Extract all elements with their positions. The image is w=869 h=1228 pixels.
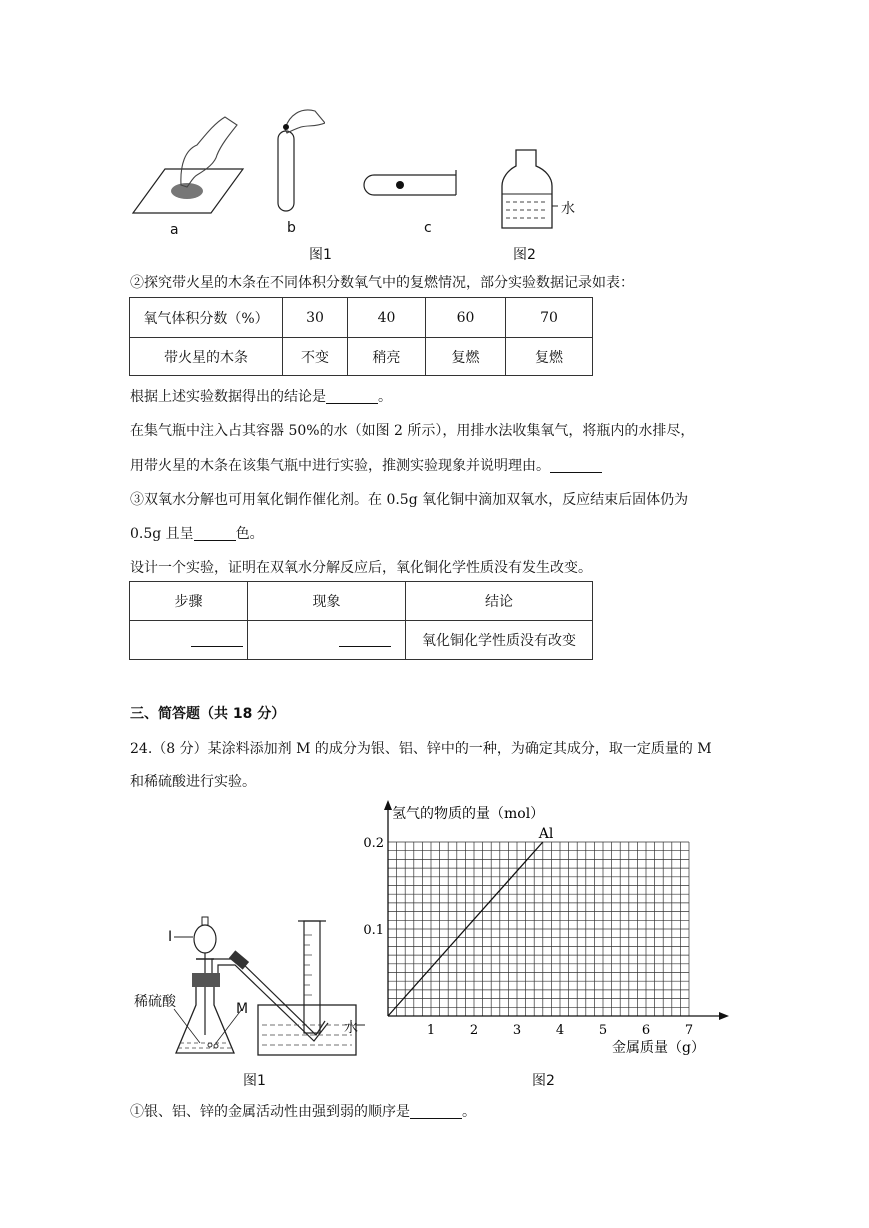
x-tick-label: 5: [598, 1023, 608, 1038]
hand-a: [181, 117, 237, 187]
graduated-cylinder: [304, 921, 320, 1033]
q2-para2: 用带火星的木条在该集气瓶中进行实验，推测实验现象并说明理由。: [130, 458, 550, 474]
x-tick-label: 4: [555, 1023, 565, 1038]
experiment-header-phenomenon: 现象: [248, 582, 406, 621]
hand-b: [285, 110, 325, 133]
y-axis-arrow: [384, 800, 392, 810]
label-water-trough: 水: [344, 1020, 358, 1036]
label-metal-M: M: [236, 1001, 249, 1017]
x-tick-label: 6: [641, 1023, 651, 1038]
x-tick-label: 2: [469, 1023, 479, 1038]
chart-y-ticks: [363, 836, 384, 938]
q2-para2-blank[interactable]: [550, 458, 602, 473]
q2-conclusion-line: [130, 386, 392, 406]
y-tick-label: 0.1: [363, 923, 384, 938]
chart-x-ticks: [427, 1023, 693, 1038]
apparatus-caption: 图1: [243, 1073, 266, 1089]
oxygen-table-header: 氧气体积分数（%）: [130, 298, 283, 338]
splint-result-4: 复燃: [506, 338, 593, 376]
separatory-funnel: [194, 925, 216, 953]
chart-caption: 图2: [532, 1073, 555, 1089]
q3-line2-prefix: 0.5g 且呈: [130, 526, 194, 542]
water-label-fig2: 水: [561, 201, 575, 217]
q3-color-blank[interactable]: [194, 526, 236, 541]
splint-result-1: 不变: [283, 338, 348, 376]
q24-sub1-suffix: 。: [462, 1104, 476, 1120]
q24-sub1-prefix: ①银、铝、锌的金属活动性由强到弱的顺序是: [130, 1104, 410, 1120]
chart-ylabel: 氢气的物质的量（mol）: [392, 806, 545, 822]
experiment-conclusion: 氧化铜化学性质没有改变: [406, 621, 593, 660]
q3-design: 设计一个实验，证明在双氧水分解反应后，氧化铜化学性质没有发生改变。: [130, 560, 592, 576]
water-trough: [258, 1005, 356, 1055]
x-tick-label: 3: [512, 1023, 522, 1038]
oxygen-value-3: 60: [426, 298, 506, 338]
chart-axes: [384, 800, 729, 1020]
fig2-top-caption: 图2: [513, 247, 536, 263]
powder-pile: [171, 183, 203, 199]
q2-para1: 在集气瓶中注入占其容器 50%的水（如图 2 所示），用排水法收集氧气，将瓶内的水排尽，: [130, 423, 695, 439]
horizontal-test-tube-c: [360, 170, 462, 200]
label-sulfuric-acid: 稀硫酸: [134, 994, 176, 1010]
splint-row-label: 带火星的木条: [130, 338, 283, 376]
test-tube-b: [278, 131, 294, 211]
oxygen-value-4: 70: [506, 298, 593, 338]
chart-series: [388, 826, 554, 1016]
x-tick-label: 1: [426, 1023, 436, 1038]
splint-result-3: 复燃: [426, 338, 506, 376]
experiment-header-step: 步骤: [130, 582, 248, 621]
q24-sub1-blank[interactable]: [410, 1104, 462, 1119]
q3-line2: [130, 523, 264, 543]
q2-conclusion-prefix: 根据上述实验数据得出的结论是: [130, 389, 326, 405]
experiment-step-cell: [130, 621, 248, 660]
experiment-phenomenon-blank[interactable]: [339, 632, 391, 647]
q24-sub1: [130, 1101, 476, 1121]
fig-label-c: c: [424, 220, 432, 236]
experiment-header-conclusion: 结论: [406, 582, 593, 621]
q2-conclusion-suffix: 。: [378, 389, 392, 405]
y-tick-label: 0.2: [363, 836, 384, 851]
q3-line2-suffix: 色。: [235, 526, 264, 542]
chart-grid: [388, 842, 689, 1016]
x-axis-arrow: [719, 1012, 729, 1020]
chart-xlabel: 金属质量（g）: [612, 1040, 705, 1056]
q24-line1: 24.（8 分）某涂料添加剂 M 的成分为银、铝、锌中的一种，为确定其成分，取一定质量的 M: [130, 741, 712, 757]
splint-result-2: 稍亮: [348, 338, 426, 376]
oxygen-value-1: 30: [283, 298, 348, 338]
q2-intro: ②探究带火星的木条在不同体积分数氧气中的复燃情况，部分实验数据记录如表：: [130, 275, 634, 291]
oxygen-value-2: 40: [348, 298, 426, 338]
fig-label-b: b: [287, 220, 296, 236]
experiment-phenomenon-cell: [248, 621, 406, 660]
experiment-table: [129, 581, 593, 660]
q24-line2: 和稀硫酸进行实验。: [130, 774, 256, 790]
fig-label-a: a: [170, 222, 179, 238]
apparatus-diagram: [130, 915, 365, 1065]
rubber-stopper: [192, 973, 220, 987]
q3-line1: ③双氧水分解也可用氧化铜作催化剂。在 0.5g 氧化铜中滴加双氧水，反应结束后固体仍为: [130, 492, 689, 508]
oxygen-table: [129, 297, 593, 376]
hydrogen-chart: [358, 796, 738, 1058]
q2-para2-line: [130, 455, 602, 475]
section3-title: 三、简答题（共 18 分）: [130, 706, 286, 722]
fig1-top-caption: 图1: [309, 247, 332, 263]
x-tick-label: 7: [684, 1023, 694, 1038]
fig-top-1: [125, 105, 325, 235]
series-label-al: Al: [538, 826, 554, 842]
gas-bottle-fig2: [498, 148, 558, 233]
experiment-step-blank[interactable]: [191, 632, 243, 647]
label-funnel-I: I: [168, 929, 173, 945]
q2-conclusion-blank[interactable]: [326, 389, 378, 404]
